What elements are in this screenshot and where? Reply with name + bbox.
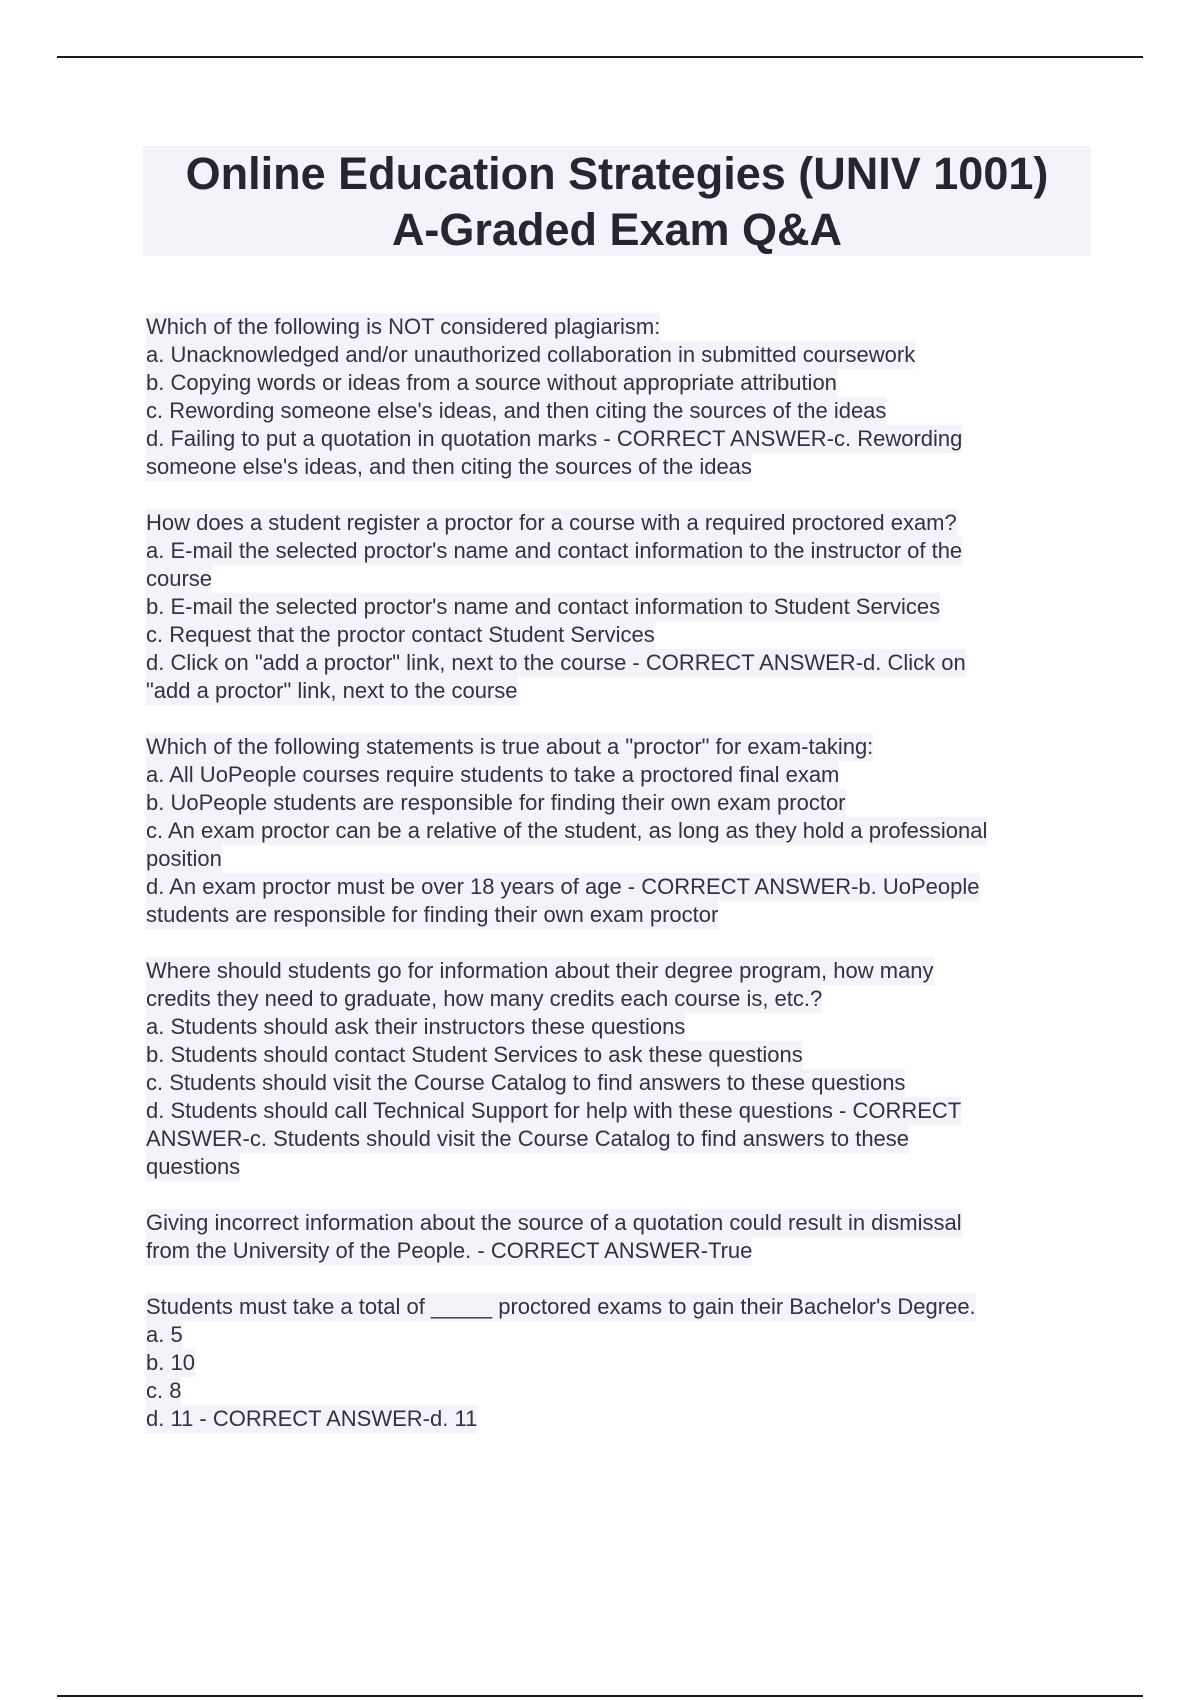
bottom-rule [57, 1695, 1143, 1697]
option-c: c. Request that the proctor contact Student Services [146, 622, 655, 647]
top-rule [57, 56, 1143, 58]
option-b: b. 10 [146, 1350, 195, 1375]
question-text: Students must take a total of _____ proctored exams to gain their Bachelor's Degree. [146, 1294, 976, 1319]
question-text: Where should students go for information about their degree program, how many [146, 958, 934, 983]
option-b: b. E-mail the selected proctor's name and contact information to Student Services [146, 594, 941, 619]
option-a-continuation: course [146, 566, 213, 591]
option-c: c. Rewording someone else's ideas, and then citing the sources of the ideas [146, 398, 887, 423]
option-d-with-answer: d. Click on "add a proctor" link, next to the course - CORRECT ANSWER-d. Click on [146, 650, 966, 675]
title-line-1: Online Education Strategies (UNIV 1001) [185, 148, 1049, 199]
qa-item-4 [146, 957, 1096, 1181]
qa-item-2 [146, 509, 1096, 705]
answer-continuation: ANSWER-c. Students should visit the Course Catalog to find answers to these [146, 1126, 910, 1151]
option-d-with-answer: d. Failing to put a quotation in quotation marks - CORRECT ANSWER-c. Rewording [146, 426, 963, 451]
option-b: b. Students should contact Student Services to ask these questions [146, 1042, 803, 1067]
document-title [143, 146, 1091, 256]
option-d-with-answer: d. An exam proctor must be over 18 years of age - CORRECT ANSWER-b. UoPeople [146, 874, 980, 899]
question-text: Which of the following statements is true about a "proctor" for exam-taking: [146, 734, 874, 759]
answer-continuation: questions [146, 1154, 241, 1179]
option-a: a. All UoPeople courses require students to take a proctored final exam [146, 762, 840, 787]
option-c: c. 8 [146, 1378, 182, 1403]
question-text: Giving incorrect information about the source of a quotation could result in dismissal [146, 1210, 962, 1235]
question-text: Which of the following is NOT considered plagiarism: [146, 314, 661, 339]
option-b: b. UoPeople students are responsible for finding their own exam proctor [146, 790, 846, 815]
option-a: a. 5 [146, 1322, 183, 1347]
answer-continuation: someone else's ideas, and then citing the sources of the ideas [146, 454, 752, 479]
title-line-2: A-Graded Exam Q&A [391, 204, 843, 255]
option-a: a. Unacknowledged and/or unauthorized collaboration in submitted coursework [146, 342, 916, 367]
option-c: c. An exam proctor can be a relative of the student, as long as they hold a professional [146, 818, 988, 843]
option-a: a. Students should ask their instructors these questions [146, 1014, 686, 1039]
qa-item-1 [146, 313, 1096, 481]
qa-item-6 [146, 1293, 1096, 1433]
option-c-continuation: position [146, 846, 222, 871]
option-b: b. Copying words or ideas from a source without appropriate attribution [146, 370, 837, 395]
qa-item-3 [146, 733, 1096, 929]
qa-content [146, 313, 1096, 1461]
option-c: c. Students should visit the Course Catalog to find answers to these questions [146, 1070, 906, 1095]
answer-continuation: "add a proctor" link, next to the course [146, 678, 518, 703]
question-with-answer: from the University of the People. - CORRECT ANSWER-True [146, 1238, 753, 1263]
option-d-with-answer: d. 11 - CORRECT ANSWER-d. 11 [146, 1406, 478, 1431]
answer-continuation: students are responsible for finding their own exam proctor [146, 902, 719, 927]
question-text-continuation: credits they need to graduate, how many credits each course is, etc.? [146, 986, 823, 1011]
qa-item-5 [146, 1209, 1096, 1265]
option-a: a. E-mail the selected proctor's name and contact information to the instructor of the [146, 538, 963, 563]
option-d-with-answer: d. Students should call Technical Support for help with these questions - CORRECT [146, 1098, 962, 1123]
question-text: How does a student register a proctor for a course with a required proctored exam? [146, 510, 957, 535]
